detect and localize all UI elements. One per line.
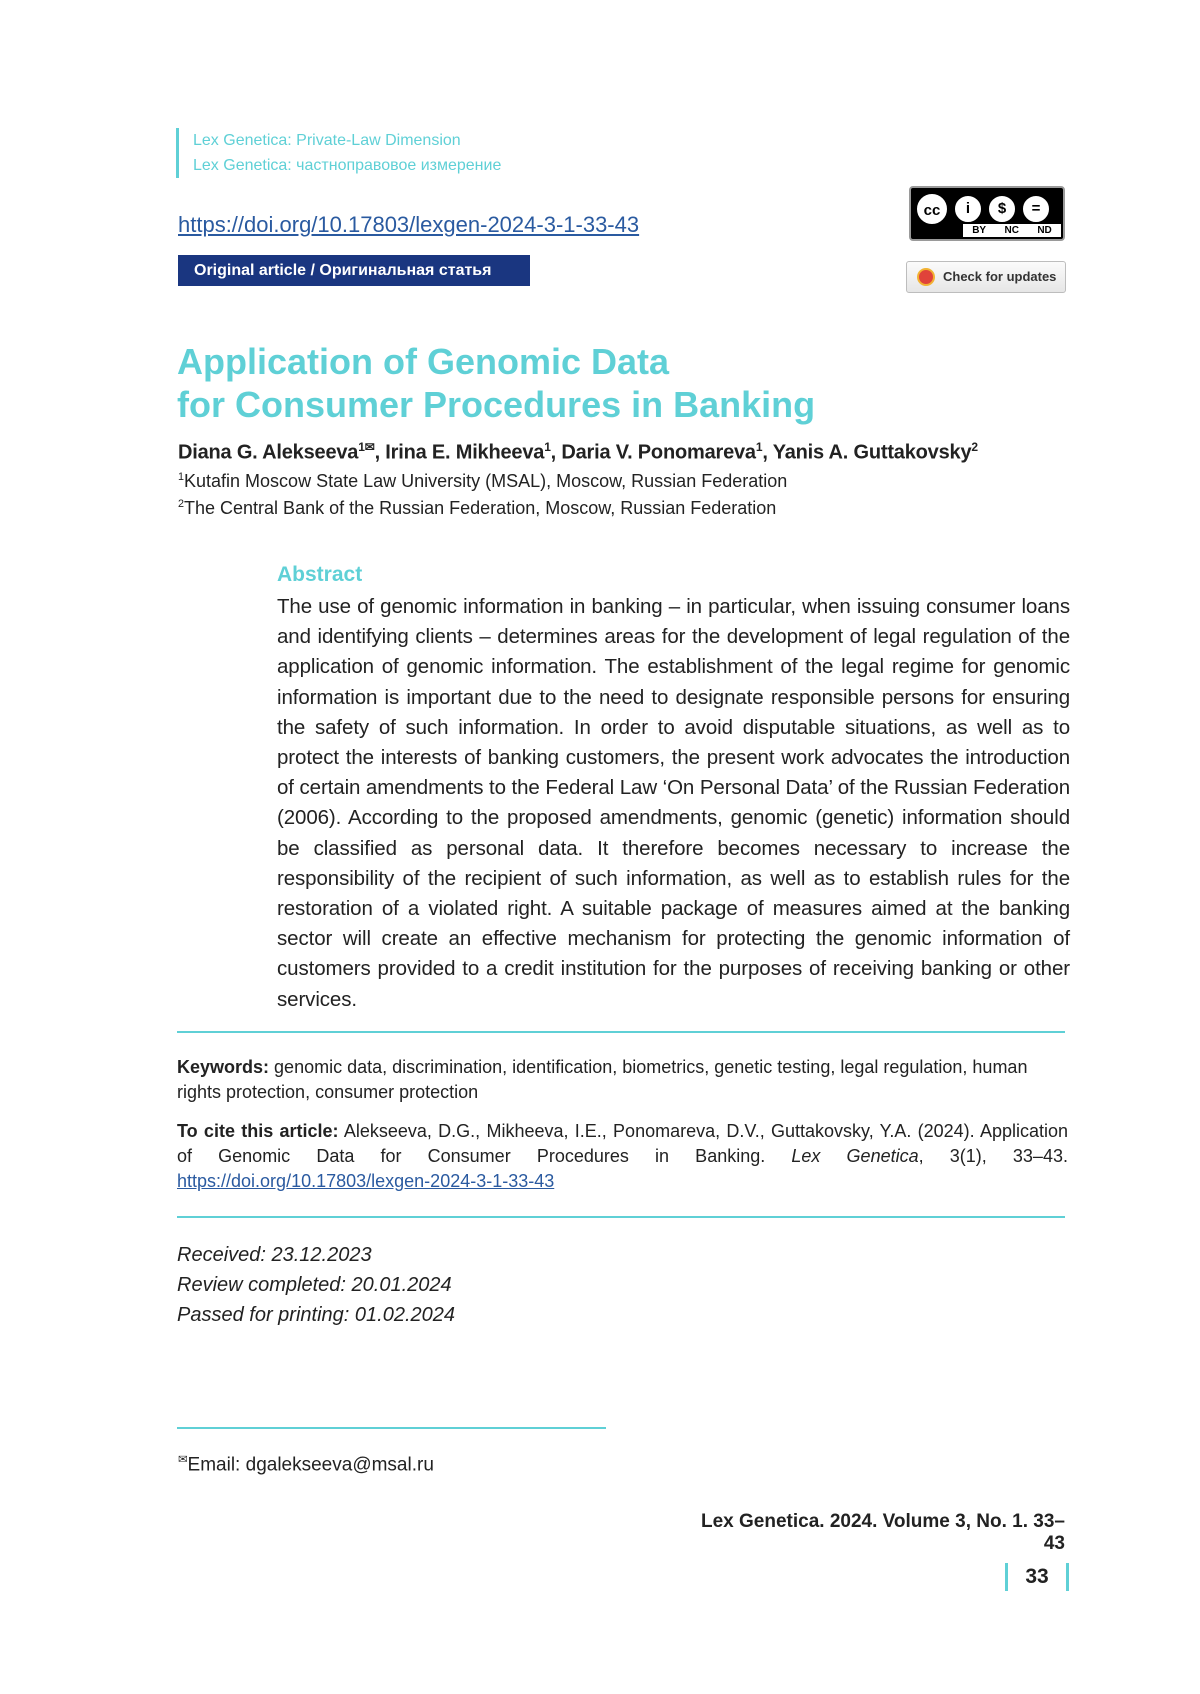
affiliation-sup: 2	[178, 498, 185, 510]
nd-icon: =	[1021, 194, 1051, 224]
journal-header	[176, 128, 501, 178]
date-value: 23.12.2023	[271, 1244, 372, 1266]
article-title	[177, 340, 1077, 426]
citation	[177, 1119, 1068, 1194]
affiliation-sup: 1	[178, 471, 185, 483]
author-name: Daria V. Ponomareva	[561, 441, 756, 464]
date-label: Review completed:	[177, 1274, 346, 1296]
keywords-text: genomic data, discrimination, identification, biometrics, genetic testing, legal regulation, human rights protection, consumer protection	[177, 1057, 1028, 1102]
page-number: 33	[1005, 1563, 1069, 1591]
author-name: Yanis A. Guttakovsky	[772, 441, 972, 464]
author-sup: 1	[755, 440, 763, 454]
nc-icon: $	[987, 194, 1017, 224]
affiliation-2	[178, 498, 776, 519]
abstract-heading: Abstract	[277, 563, 363, 586]
date-label: Passed for printing:	[177, 1304, 350, 1326]
check-for-updates-label: Check for updates	[943, 269, 1057, 284]
date-label: Received:	[177, 1244, 266, 1266]
date-value: 20.01.2024	[351, 1274, 452, 1296]
date-value: 01.02.2024	[354, 1304, 455, 1326]
author-sup: 1	[544, 440, 551, 454]
keywords-label: Keywords:	[177, 1057, 270, 1077]
date-review	[177, 1274, 452, 1297]
cc-icon: cc	[915, 192, 949, 226]
author-sup: 2	[971, 440, 978, 454]
cite-journal: Lex Genetica	[791, 1146, 919, 1166]
author-name: Irina E. Mikheeva	[385, 441, 545, 464]
affiliation-text: The Central Bank of the Russian Federation, Moscow, Russian Federation	[184, 498, 777, 518]
title-line-1: Application of Genomic Data	[177, 341, 670, 382]
title-line-2: for Consumer Procedures in Banking	[177, 384, 816, 425]
license-label-nc: NC	[1004, 225, 1019, 236]
author-name: Diana G. Alekseeva	[178, 441, 359, 464]
cite-label: To cite this article:	[177, 1121, 339, 1141]
email-footnote	[178, 1452, 434, 1476]
cite-volume: , 3(1), 33–43.	[918, 1146, 1068, 1166]
article-type-badge: Original article / Оригинальная статья	[178, 255, 530, 286]
divider-bottom	[177, 1216, 1065, 1218]
cite-doi-link[interactable]: https://doi.org/10.17803/lexgen-2024-3-1-33-43	[177, 1171, 555, 1191]
by-icon: i	[953, 194, 983, 224]
affiliation-1	[178, 471, 787, 492]
date-printing	[177, 1304, 455, 1327]
journal-name-ru: Lex Genetica: частноправовое измерение	[193, 157, 502, 174]
doi-link[interactable]: https://doi.org/10.17803/lexgen-2024-3-1-33-43	[178, 212, 640, 237]
license-labels	[963, 224, 1061, 237]
envelope-icon: ✉	[364, 440, 375, 454]
license-label-nd: ND	[1037, 225, 1052, 236]
keywords	[177, 1055, 1068, 1105]
footnote-rule	[177, 1427, 606, 1429]
cc-license-badge[interactable]	[909, 186, 1065, 241]
affiliation-text: Kutafin Moscow State Law University (MSAL), Moscow, Russian Federation	[184, 471, 788, 491]
author-list: Diana G. Alekseeva$^{1✉}$, Irina E. Mikheeva$^1$, Daria V. Ponomareva$^1$, Yanis A. Guttakovsky$^2$	[178, 440, 978, 464]
email-label: Email:	[187, 1454, 241, 1476]
email-value[interactable]: dgalekseeva@msal.ru	[245, 1454, 434, 1476]
crossmark-icon	[917, 268, 935, 286]
author-sup: 1	[358, 440, 365, 454]
envelope-icon: ✉	[178, 1454, 188, 1466]
divider-top	[177, 1031, 1065, 1033]
check-for-updates-button[interactable]	[906, 261, 1066, 293]
footer-journal-ref: Lex Genetica. 2024. Volume 3, No. 1. 33–43	[701, 1511, 1065, 1554]
abstract-text: The use of genomic information in banking – in particular, when issuing consumer loans and identifying clients – determines areas for the development of legal regulation of the application of genomic information. The establishment of the legal regime for genomic information is important due to the need to designate responsible persons for ensuring the safety of such information. In order to avoid disputable situations, as well as to protect the interests of banking customers, the present work advocates the introduction of certain amendments to the Federal Law ‘On Personal Data’ of the Russian Federation (2006). According to the proposed amendments, genomic (genetic) information should be classified as personal data. It therefore becomes necessary to increase the responsibility of the recipient of such information, as well as to establish rules for the restoration of a violated right. A suitable package of measures aimed at the banking sector will create an effective mechanism for protecting the genomic information of customers provided to a credit institution for the purposes of receiving banking or other services.	[277, 595, 1070, 1011]
date-received	[177, 1244, 372, 1267]
license-label-by: BY	[972, 225, 987, 236]
cite-text: Alekseeva, D.G., Mikheeva, I.E., Ponomareva, D.V., Guttakovsky, Y.A. (2024). Application of Genomic Data for Consumer Procedures in Banking.	[177, 1121, 1069, 1166]
journal-name-en: Lex Genetica: Private-Law Dimension	[193, 132, 461, 149]
